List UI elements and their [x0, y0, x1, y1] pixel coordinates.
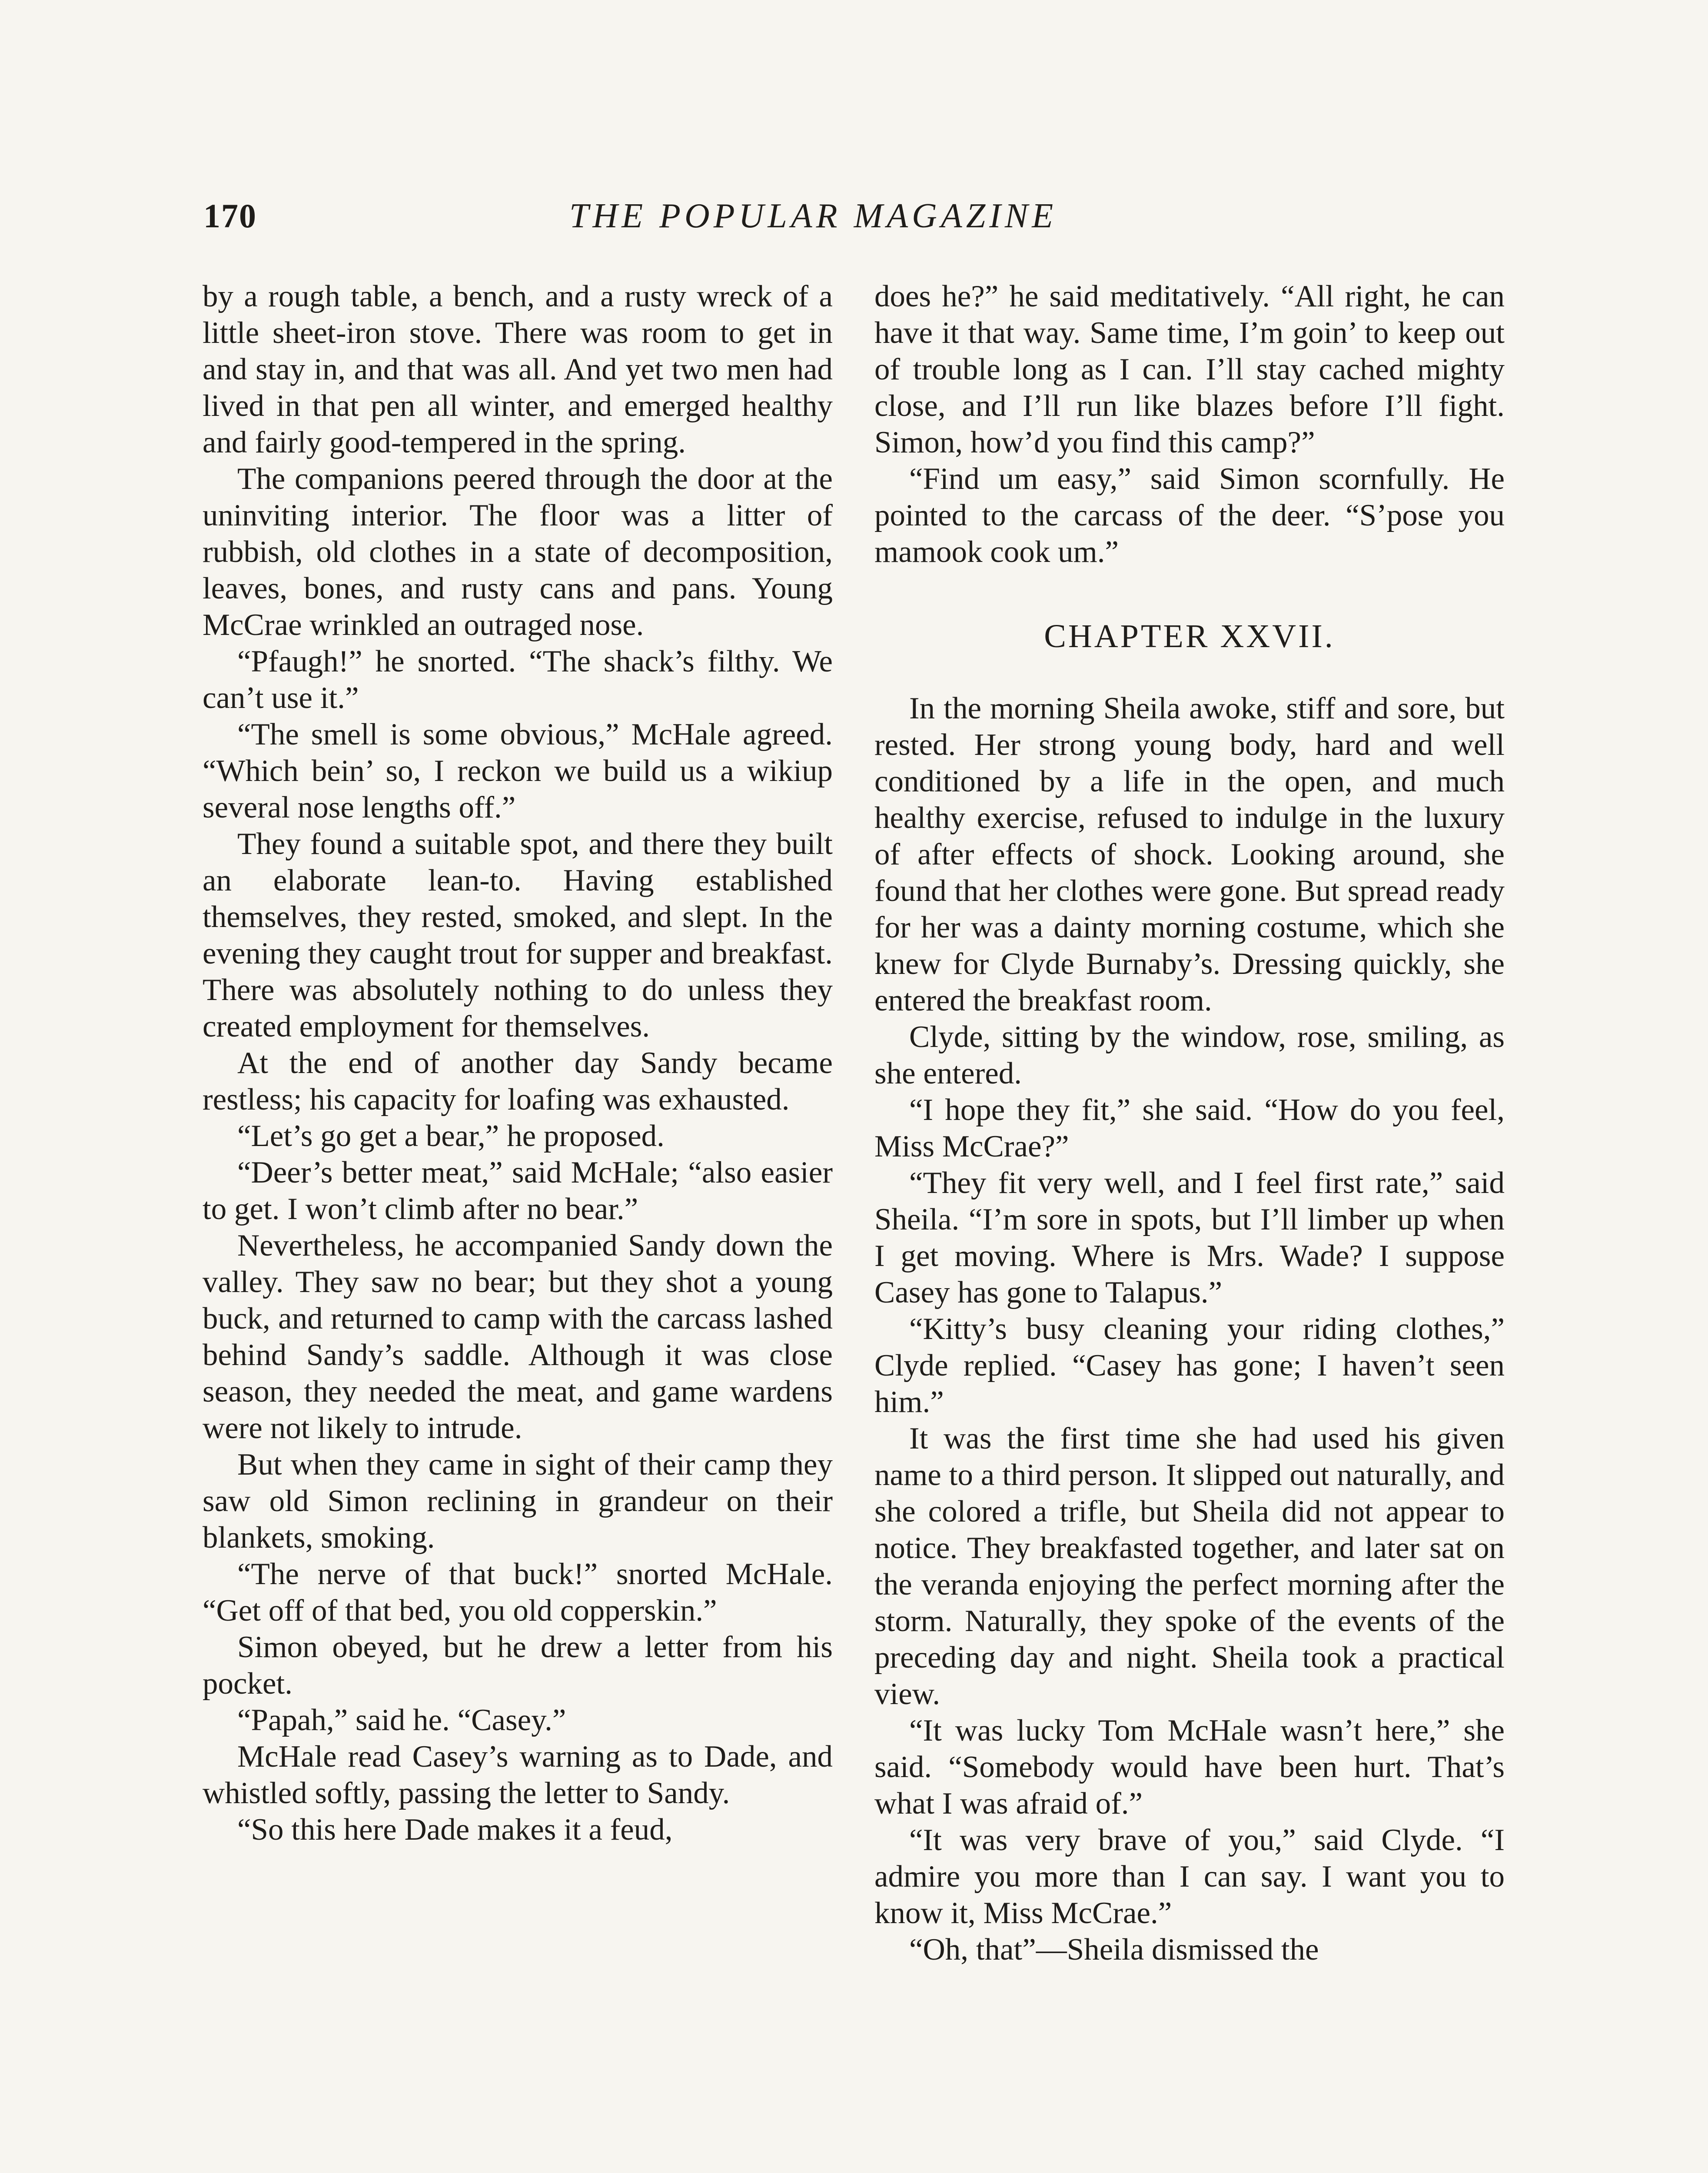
paragraph: In the morning Sheila awoke, stiff and sore, but rested. Her strong young body, hard and well conditioned by a life in the open, and much healthy exercise, refused to indulge in the luxury of after effects of shock. Looking around, she found that her clothes were gone. But spread ready for her was a dainty morning costume, which she knew for Clyde Burnaby’s. Dressing quickly, she entered the breakfast room.: [874, 691, 1505, 1017]
paragraph: Clyde, sitting by the window, rose, smiling, as she entered.: [874, 1020, 1505, 1090]
paragraph: “Let’s go get a bear,” he proposed.: [237, 1119, 665, 1153]
paragraph: “Pfaugh!” he snorted. “The shack’s filthy. We can’t use it.”: [203, 645, 833, 715]
paragraph: “I hope they fit,” she said. “How do you feel, Miss McCrae?”: [874, 1093, 1505, 1163]
paragraph: Nevertheless, he accompanied Sandy down the valley. They saw no bear; but they shot a young buck, and returned to camp with the carcass lashed behind Sandy’s saddle. Although it was close season, they needed the meat, and game wardens were not likely to intrude.: [203, 1229, 833, 1445]
paragraph: “Deer’s better meat,” said McHale; “also easier to get. I won’t climb after no bear.”: [203, 1156, 833, 1226]
paragraph: by a rough table, a bench, and a rusty wreck of a little sheet-iron stove. There was room to get in and stay in, and that was all. And yet two men had lived in that pen all winter, and emerged healthy and fairly good-tempered in the spring.: [203, 279, 833, 459]
page-number: 170: [203, 197, 257, 235]
paragraph: “Oh, that”—Sheila dismissed the: [909, 1933, 1319, 1967]
paragraph: “Kitty’s busy cleaning your riding clothes,” Clyde replied. “Casey has gone; I haven’t seen him.”: [874, 1312, 1505, 1419]
paragraph: Simon obeyed, but he drew a letter from his pocket.: [203, 1630, 833, 1701]
paragraph: They found a suitable spot, and there they built an elaborate lean-to. Having established themselves, they rested, smoked, and slept. In the evening they caught trout for supper and breakfast. There was absolutely nothing to do unless they created employment for themselves.: [203, 827, 833, 1043]
paragraph: “Papah,” said he. “Casey.”: [237, 1703, 566, 1737]
paragraph: McHale read Casey’s warning as to Dade, and whistled softly, passing the letter to Sandy.: [203, 1740, 833, 1810]
paragraph: “The nerve of that buck!” snorted McHale. “Get off of that bed, you old copperskin.”: [203, 1557, 833, 1628]
chapter-heading: CHAPTER XXVII.: [1044, 618, 1335, 655]
paragraph: does he?” he said meditatively. “All right, he can have it that way. Same time, I’m goin’ to keep out of trouble long as I can. I’ll stay cached mighty close, and I’ll run like blazes before I’ll fight. Simon, how’d you find this camp?”: [874, 279, 1505, 459]
paragraph: At the end of another day Sandy became restless; his capacity for loafing was exhausted.: [203, 1046, 833, 1116]
running-head: THE POPULAR MAGAZINE: [569, 197, 1057, 235]
paragraph: “They fit very well, and I feel first rate,” said Sheila. “I’m sore in spots, but I’ll limber up when I get moving. Where is Mrs. Wade? I suppose Casey has gone to Talapus.”: [874, 1166, 1505, 1309]
paragraph: “Find um easy,” said Simon scornfully. He pointed to the carcass of the deer. “S’pose you mamook cook um.”: [874, 462, 1505, 569]
paragraph: It was the first time she had used his given name to a third person. It slipped out naturally, and she colored a trifle, but Sheila did not appear to notice. They breakfasted together, and later sat on the veranda enjoying the perfect morning after the storm. Naturally, they spoke of the events of the preceding day and night. Sheila took a practical view.: [874, 1422, 1505, 1711]
paragraph: The companions peered through the door at the uninviting interior. The floor was a litter of rubbish, old clothes in a state of decomposition, leaves, bones, and rusty cans and pans. Young McCrae wrinkled an outraged nose.: [203, 462, 833, 642]
right-column: [874, 278, 1505, 1968]
paragraph: “So this here Dade makes it a feud,: [237, 1813, 673, 1847]
paragraph: But when they came in sight of their camp they saw old Simon reclining in grandeur on their blankets, smoking.: [203, 1448, 833, 1555]
left-column: [203, 278, 833, 1848]
paragraph: “It was very brave of you,” said Clyde. “I admire you more than I can say. I want you to know it, Miss McCrae.”: [874, 1823, 1505, 1930]
paragraph: “The smell is some obvious,” McHale agreed. “Which bein’ so, I reckon we build us a wikiup several nose lengths off.”: [203, 718, 833, 824]
paragraph: “It was lucky Tom McHale wasn’t here,” she said. “Somebody would have been hurt. That’s what I was afraid of.”: [874, 1714, 1505, 1821]
